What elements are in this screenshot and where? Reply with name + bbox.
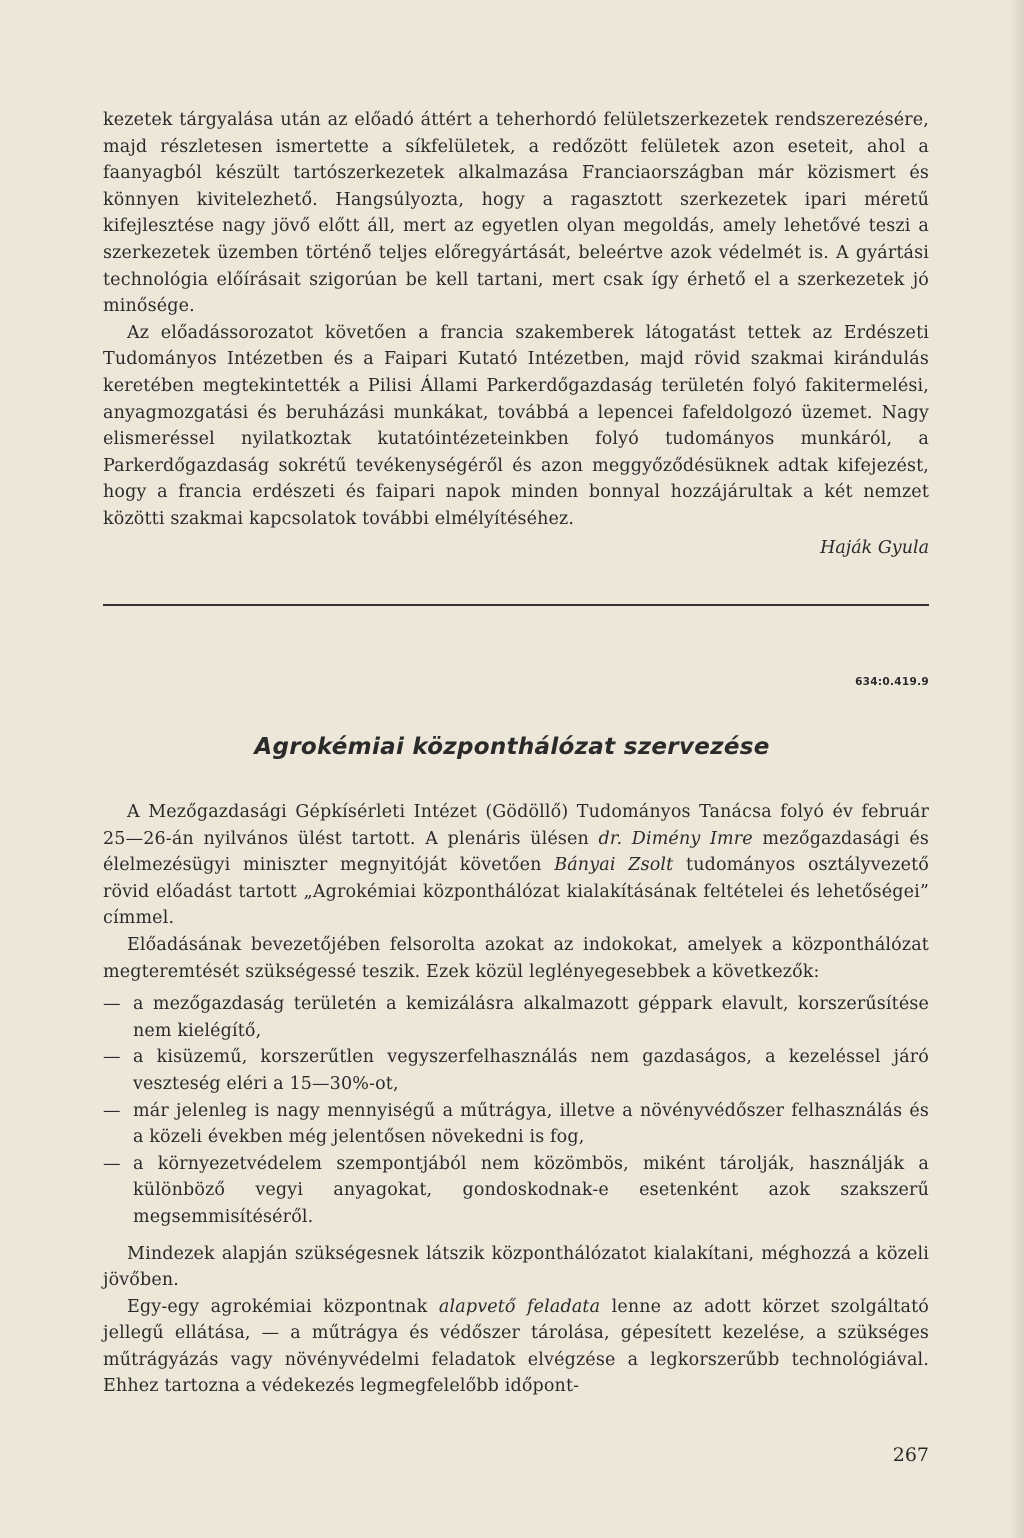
- article-title: Agrokémiai központhálózat szervezése: [254, 734, 770, 760]
- article-body: [103, 799, 929, 1400]
- person-name-dimeny: dr. Dimény Imre: [598, 828, 753, 849]
- paragraph-continued: kezetek tárgyalása után az előadó áttért a teherhordó felületszerkezetek rendszerezésére, majd részletesen ismertette a síkfelületek, a redőzött felületek azon eseteit, ahol a faanyagból készült tartószerkezetek alkalmazása Franciaországban már közismert és könnyen kivitelezhető. Hangsúlyozta, hogy a ragasztott szerkezetek ipari méretű kifejlesztése nagy jövő előtt áll, mert az egyetlen olyan megoldás, amely lehetővé teszi a szerkezetek üzemben történő teljes előregyártását, beleértve azok védelmét is. A gyártási technológia előírásait szigorúan be kell tartani, mert csak így érhető el a szerkezetek jó minősége.: [103, 110, 929, 317]
- reasons-list: [103, 991, 929, 1230]
- paragraph-intro: A Mezőgazdasági Gépkísérleti Intézet (Gödöllő) Tudományos Tanácsa folyó év február 25—26-án nyilvános ülést tartott. A plenáris ülésen dr. Dimény Imre mezőgazdasági és élelmezésügyi miniszter megnyitóját követően Bányai Zsolt tudományos osztályvezető rövid előadást tartott „Agrokémiai központhálózat kialakításának feltételei és lehetőségei” címmel.: [103, 802, 929, 929]
- section-divider: [103, 604, 929, 606]
- paragraph-reasons: Előadásának bevezetőjében felsorolta azokat az indokokat, amelyek a központhálózat megteremtését szükségessé teszik. Ezek közül leglényegesebbek a következők:: [103, 934, 929, 982]
- list-item: — már jelenleg is nagy mennyiségű a műtrágya, illetve a növényvédőszer felhasználás és a közeli években még jelentősen növekedni is fog,: [103, 1100, 929, 1148]
- author-signature: Haják Gyula: [820, 537, 929, 558]
- top-section: [103, 107, 929, 561]
- list-item: — a mezőgazdaság területén a kemizálásra alkalmazott géppark elavult, korszerűsítése nem kielégítő,: [103, 994, 929, 1041]
- paragraph-task: Egy-egy agrokémiai központnak alapvető feladata lenne az adott körzet szolgáltató jellegű ellátása, — a műtrágya és védőszer tárolása, gépesített kezelése, a szükséges műtrágyázás vagy növényvédelmi feladatok elvégzése a legkorszerűbb technológiával. Ehhez tartozna a védekezés legmegfelelőbb időpont-: [103, 1296, 929, 1397]
- list-item: — a kisüzemű, korszerűtlen vegyszerfelhasználás nem gazdaságos, a kezeléssel járó veszteség eléri a 15—30%-ot,: [103, 1047, 929, 1094]
- person-name-banyai: Bányai Zsolt: [554, 855, 674, 876]
- udc-code: 634:0.419.9: [855, 676, 929, 688]
- list-item: — a környezetvédelem szempontjából nem közömbös, miként tárolják, használják a különböző vegyi anyagokat, gondoskodnak-e esetenként azok szakszerű megsemmisítéséről.: [103, 1153, 929, 1227]
- paragraph-conclusion: Mindezek alapján szükségesnek látszik központhálózatot kialakítani, méghozzá a közeli jövőben.: [103, 1243, 929, 1291]
- page-edge-shadow: [1010, 0, 1024, 1538]
- paragraph-visit: Az előadássorozatot követően a francia szakemberek látogatást tettek az Erdészeti Tudományos Intézetben és a Faipari Kutató Intézetben, majd rövid szakmai kirándulás keretében megtekintették a Pilisi Állami Parkerdőgazdaság területén folyó fakitermelési, anyagmozgatási és beruházási munkákat, továbbá a lepencei fafeldolgozó üzemet. Nagy elismeréssel nyilatkoztak kutatóintézeteinkben folyó tudományos munkáról, a Parkerdőgazdaság sokrétű tevékenységéről és azon meggyőződésüknek adtak kifejezést, hogy a francia erdészeti és faipari napok minden bonnyal hozzájárultak a két nemzet közötti szakmai kapcsolatok további elmélyítéséhez.: [103, 322, 929, 529]
- emphasis-task: alapvető feladata: [438, 1296, 601, 1317]
- page-number: 267: [892, 1444, 929, 1466]
